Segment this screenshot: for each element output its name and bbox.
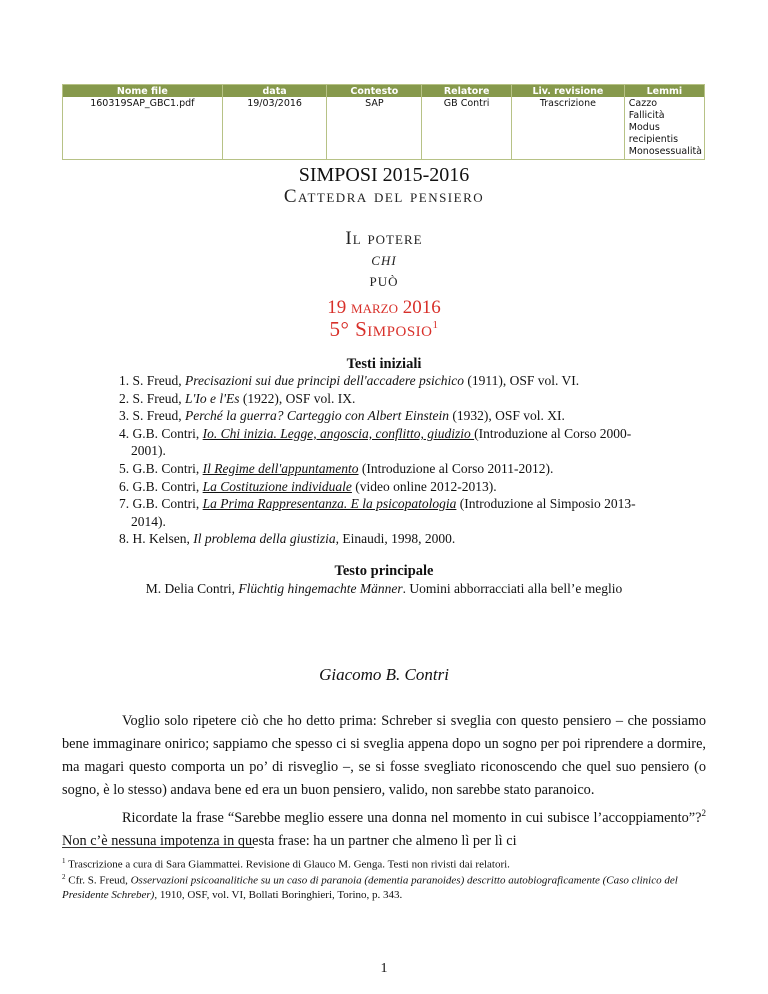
item-rest: (Introduzione al Corso 2011-2012). <box>358 460 554 476</box>
item-author: G.B. Contri, <box>132 496 203 512</box>
principal-author: M. Delia Contri, <box>145 581 239 596</box>
item-title: Precisazioni sui due principi dell'accadere psichico <box>185 373 464 388</box>
list-item <box>119 495 674 530</box>
value-file: 160319SAP_GBC1.pdf <box>63 97 223 160</box>
item-author: S. Freud, <box>132 373 186 388</box>
list-item <box>119 372 674 390</box>
item-continuation: 2001). <box>131 443 166 459</box>
item-rest: (Introduzione al Corso 2000- <box>474 425 632 441</box>
footnote-divider <box>62 847 254 848</box>
theme-title <box>0 228 768 291</box>
footnote-1 <box>62 854 706 872</box>
speaker-name: Giacomo B. Contri <box>319 665 449 684</box>
value-context: SAP <box>327 97 422 160</box>
header-date: data <box>222 85 327 98</box>
footnote-text: Cfr. S. Freud, <box>68 874 131 887</box>
list-item <box>119 425 674 460</box>
metadata-header-row <box>63 85 705 98</box>
footnote-text: Trascrizione a cura di Sara Giammattei. Revisione di Glauco M. Genga. Testi non rivisti dai relatori. <box>68 858 510 871</box>
principal-text <box>0 581 768 597</box>
item-number: 6. <box>119 478 130 494</box>
item-rest: (video online 2012-2013). <box>351 478 497 494</box>
item-continuation: 2014). <box>131 513 166 529</box>
theme-line-1: Il potere <box>345 228 423 249</box>
lemma-item: Modus recipientis <box>628 122 679 145</box>
paragraph-text: Non c’è nessuna impotenza in questa frase: ha un partner che almeno lì per lì ci <box>62 832 517 849</box>
paragraph-text: Ricordate la frase “Sarebbe meglio essere una donna nel momento in cui subisce l’accoppiamento”? <box>122 809 702 826</box>
value-lemmi <box>624 97 704 160</box>
footnote-2 <box>62 870 706 902</box>
theme-line-3: può <box>369 270 399 291</box>
session-number <box>0 317 768 342</box>
item-title: Il problema della giustizia <box>193 531 336 547</box>
footnote-number: 2 <box>62 873 66 881</box>
item-number: 5. <box>119 460 130 476</box>
theme-line-2: chi <box>371 249 397 270</box>
principal-title: Flüchtig hingemachte Männer <box>238 581 403 596</box>
item-rest: (1932), OSF vol. XI. <box>448 408 565 424</box>
item-rest: (1911), OSF vol. VI. <box>463 373 580 388</box>
item-author: G.B. Contri, <box>132 460 203 476</box>
initial-texts-list <box>119 372 674 548</box>
page-number: 1 <box>380 961 388 976</box>
item-number: 7. <box>119 496 130 512</box>
value-revision: Trascrizione <box>512 97 625 160</box>
list-item <box>119 478 674 496</box>
item-rest: (1922), OSF vol. IX. <box>239 390 356 406</box>
body-text <box>62 710 706 853</box>
item-rest: (Introduzione al Simposio 2013- <box>456 496 636 512</box>
list-item <box>119 390 674 408</box>
list-item <box>119 530 674 548</box>
value-speaker: GB Contri <box>422 97 512 160</box>
lemma-item: Cazzo <box>628 98 658 109</box>
item-author: H. Kelsen, <box>132 531 194 547</box>
item-author: G.B. Contri, <box>132 425 203 441</box>
list-item <box>119 407 674 425</box>
header-context: Contesto <box>327 85 422 98</box>
item-title-link[interactable]: Io. Chi inizia. Legge, angoscia, conflitto, giudizio <box>202 425 475 441</box>
item-author: G.B. Contri, <box>132 478 203 494</box>
metadata-value-row <box>63 97 705 160</box>
session-date: 19 marzo 2016 <box>327 297 441 318</box>
paragraph <box>62 802 706 853</box>
lemma-item: Fallicità <box>628 110 665 121</box>
item-rest: , Einaudi, 1998, 2000. <box>335 531 456 547</box>
metadata-table <box>62 84 705 160</box>
item-author: S. Freud, <box>132 390 186 406</box>
item-number: 1. <box>119 373 130 388</box>
item-title: L'Io e l'Es <box>185 390 240 406</box>
value-date: 19/03/2016 <box>222 97 327 160</box>
series-subtitle: Cattedra del pensiero <box>283 186 485 207</box>
item-title: Perché la guerra? Carteggio con Albert Einstein <box>185 408 449 424</box>
header-revision: Liv. revisione <box>512 85 625 98</box>
header-lemmi: Lemmi <box>624 85 704 98</box>
item-title-link[interactable]: La Prima Rappresentanza. E la psicopatologia <box>202 496 457 512</box>
session-number-label: 5° Simposio <box>329 317 433 341</box>
footnote-text: , 1910, OSF, vol. VI, Bollati Boringhieri, Torino, p. 343. <box>154 888 403 901</box>
item-number: 4. <box>119 425 130 441</box>
footnote-number: 1 <box>62 857 66 865</box>
header-file: Nome file <box>63 85 223 98</box>
paragraph: Voglio solo ripetere ciò che ho detto prima: Schreber si sveglia con questo pensiero – che possiamo bene immaginare onirico; sappiamo che spesso ci si sveglia appena dopo un sogno per poi riprendere a dormire, ma magari questo comporta un po’ di risveglio –, se si fosse svegliato riconoscendo che quel suo pensiero (o sogno, è lo stesso) andava bene ed era un buon pensiero, valido, non sarebbe stato paranoico. <box>62 713 706 798</box>
item-title-link[interactable]: Il Regime dell'appuntamento <box>202 460 359 476</box>
header-speaker: Relatore <box>422 85 512 98</box>
list-item <box>119 460 674 478</box>
item-number: 8. <box>119 531 130 547</box>
initial-texts-heading: Testi iniziali <box>346 356 422 372</box>
item-number: 2. <box>119 390 130 406</box>
principal-rest: . Uomini abborracciati alla bell’e meglio <box>402 581 623 596</box>
series-title: SIMPOSI 2015-2016 <box>298 164 470 186</box>
item-title-link[interactable]: La Costituzione individuale <box>202 478 352 494</box>
lemma-item: Monosessualità <box>628 146 702 157</box>
footnote-title: Osservazioni psicoanalitiche su un caso di paranoia (dementia paranoides) descritto autobiograficamente (Caso clinico del Presidente Schreber) <box>62 874 678 901</box>
item-number: 3. <box>119 408 130 424</box>
item-author: S. Freud, <box>132 408 186 424</box>
principal-text-heading: Testo principale <box>334 563 434 579</box>
footnote-ref-2: 2 <box>701 808 706 818</box>
footnote-ref-1: 1 <box>432 319 439 331</box>
